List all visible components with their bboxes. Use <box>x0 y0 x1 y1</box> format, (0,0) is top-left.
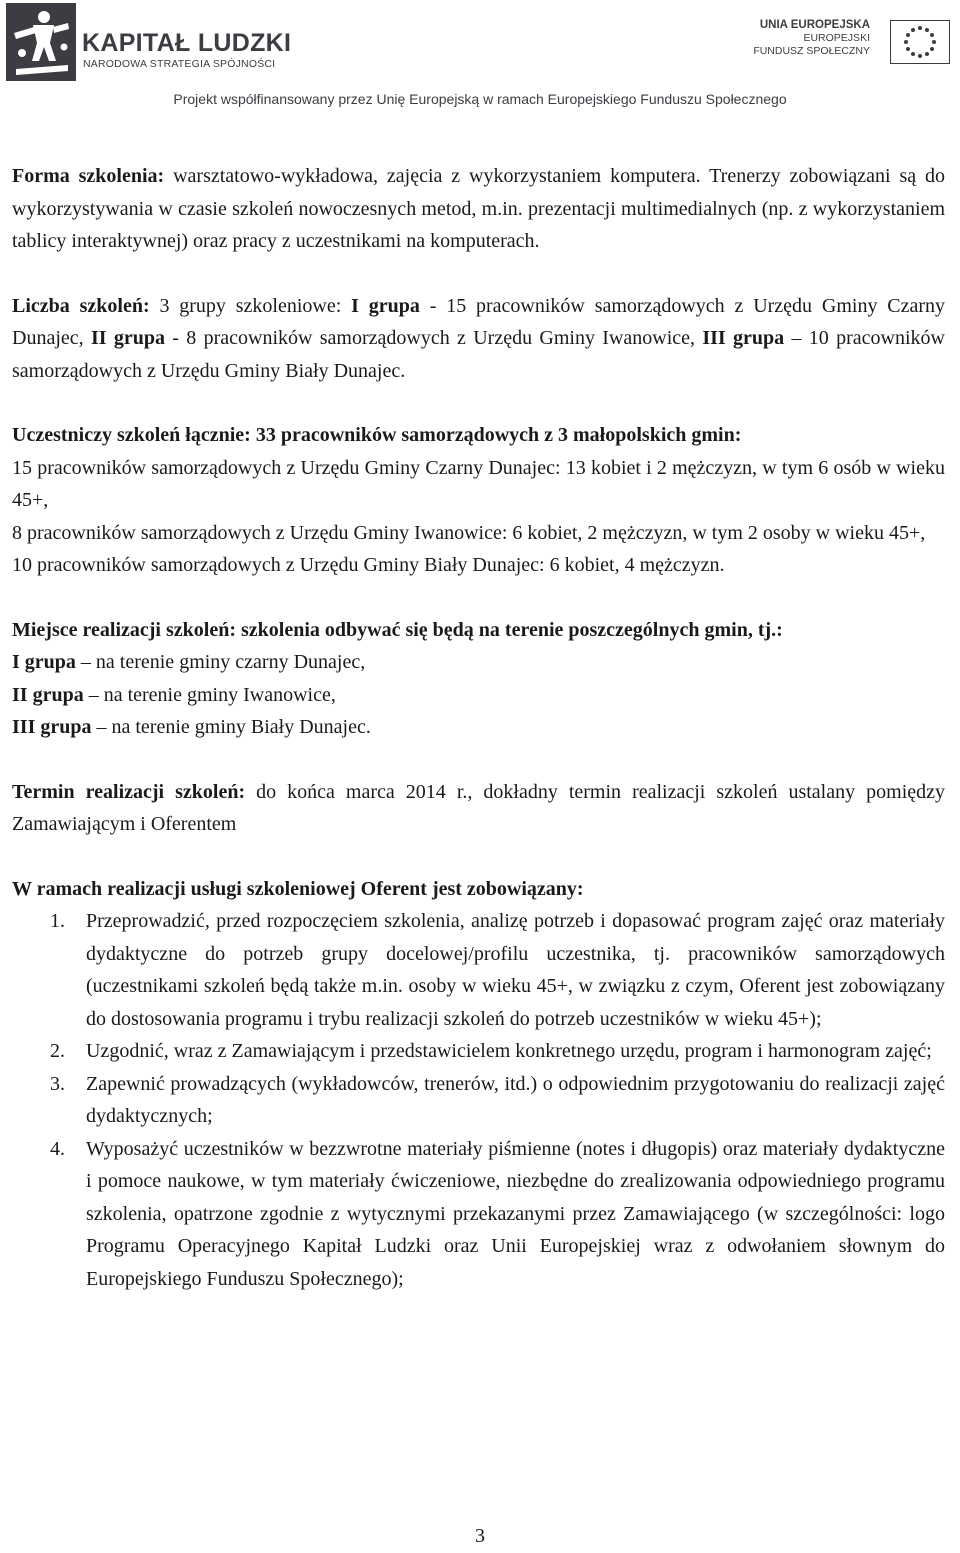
list-item <box>12 905 945 1035</box>
list-item-text: Przeprowadzić, przed rozpoczęciem szkolenia, analizę potrzeb i dopasować program zajęć oraz materiały dydaktyczne do potrzeb grupy docelowej/profilu uczestnika, tj. pracowników samorządowych (uczestnikami szkoleń będą także m.in. osoby w wieku 45+, w związku z czym, Oferent jest zobowiązany do dostosowania programu i trybu realizacji szkoleń do potrzeb uczestników w wieku 45+); <box>86 910 945 1030</box>
uczestnicy-heading-text: Uczestniczy szkoleń łącznie: 33 pracowników samorządowych z 3 małopolskich gmin: <box>12 424 742 446</box>
miejsce-group-2-label: II grupa <box>12 683 84 706</box>
list-item <box>12 1035 945 1068</box>
group-2-label: II grupa <box>90 327 165 349</box>
uczestnicy-line-1: 15 pracowników samorządowych z Urzędu Gminy Czarny Dunajec: 13 kobiet i 2 mężczyzn, w tym 6 osób w wieku 45+, <box>12 456 945 511</box>
spacer <box>12 744 945 776</box>
group-1-label: I grupa <box>351 294 420 317</box>
page-number: 3 <box>475 1525 485 1547</box>
eu-logo-line-1: UNIA EUROPEJSKA <box>759 19 870 31</box>
termin-text: do końca marca 2014 r., dokładny termin realizacji szkoleń ustalany pomiędzy Zamawiającym i Oferentem <box>12 780 946 835</box>
miejsce-group-1-text: – na terenie gminy czarny Dunajec, <box>75 651 366 673</box>
obowiazki-heading <box>12 873 945 906</box>
uczestnicy-line-2: 8 pracowników samorządowych z Urzędu Gminy Iwanowice: 6 kobiet, 2 mężczyzn, w tym 2 osoby w wieku 45+, <box>12 521 926 544</box>
spacer <box>12 582 945 614</box>
eu-logo-text <box>752 18 870 58</box>
liczba-szkolen-paragraph <box>12 290 945 388</box>
kapital-ludzki-emblem-icon <box>6 3 76 81</box>
page-header <box>0 0 960 118</box>
miejsce-heading-text: Miejsce realizacji szkoleń: szkolenia odbywać się będą na terenie poszczególnych gmin, tj.: <box>12 618 783 641</box>
obowiazki-heading-text: W ramach realizacji usługi szkoleniowej Oferent jest zobowiązany: <box>12 877 584 900</box>
list-item-number: 4. <box>50 1137 65 1160</box>
list-item-number: 3. <box>50 1072 65 1095</box>
liczba-label: Liczba szkoleń: <box>12 294 150 317</box>
list-item-number: 1. <box>50 910 65 932</box>
miejsce-group-2-text: – na terenie gminy Iwanowice, <box>83 683 336 706</box>
liczba-text-3: - 8 pracowników samorządowych z Urzędu Gminy Iwanowice, <box>164 327 703 349</box>
uczestnicy-line-3: 10 pracowników samorządowych z Urzędu Gminy Biały Dunajec: 6 kobiet, 4 mężczyzn. <box>12 554 725 576</box>
list-item-text: Uzgodnić, wraz z Zamawiającym i przedstawicielem konkretnego urzędu, program i harmonogram zajęć; <box>86 1040 932 1062</box>
list-item-number: 2. <box>50 1040 65 1062</box>
eu-logo-line-2: EUROPEJSKI <box>803 32 870 44</box>
miejsce-group-3-label: III grupa <box>12 716 92 738</box>
list-item-text: Wyposażyć uczestników w bezzwrotne materiały piśmienne (notes i długopis) oraz materiały dydaktyczne i pomoce naukowe, w tym materiały ćwiczeniowe, niezbędne do zrealizowania odpowiedniego programu szkolenia, opatrzone zgodnie z wytycznymi przekazanymi przez Zamawiającego (w szczególności: logo Programu Operacyjnego Kapitał Ludzki oraz Unii Europejskiej wraz z odwołaniem słownym do Europejskiego Funduszu Społecznego); <box>86 1137 945 1290</box>
document-body <box>12 160 945 1295</box>
forma-text: warsztatowo-wykładowa, zajęcia z wykorzystaniem komputera. Trenerzy zobowiązani są do wykorzystywania w czasie szkoleń nowoczesnych metod, m.in. prezentacji multimedialnych (np. z wykorzystaniem tablicy interaktywnej) oraz pracy z uczestnikami na komputerach. <box>12 165 945 252</box>
termin-label: Termin realizacji szkoleń: <box>12 780 246 803</box>
liczba-text-2: - 15 pracowników samorządowych z Urzędu Gminy Czarny Dunajec, <box>12 294 946 349</box>
logo-subtitle: NARODOWA STRATEGIA SPÓJNOŚCI <box>83 58 276 70</box>
miejsce-group-2 <box>12 679 945 712</box>
list-item-text: Zapewnić prowadzących (wykładowców, trenerów, itd.) o odpowiednim przygotowaniu do realizacji zajęć dydaktycznych; <box>86 1072 945 1127</box>
miejsce-group-1 <box>12 646 945 679</box>
logo-title: KAPITAŁ LUDZKI <box>82 29 292 57</box>
list-item <box>12 1133 945 1296</box>
termin-paragraph <box>12 776 945 841</box>
list-item <box>12 1068 945 1133</box>
miejsce-group-3 <box>12 711 945 744</box>
spacer <box>12 841 945 873</box>
spacer <box>12 258 945 290</box>
miejsce-group-3-text: – na terenie gminy Biały Dunajec. <box>91 716 371 738</box>
liczba-text-1: 3 grupy szkoleniowe: <box>149 294 352 317</box>
obowiazki-list <box>12 905 945 1295</box>
miejsce-group-1-label: I grupa <box>12 651 76 673</box>
spacer <box>12 387 945 419</box>
eu-flag-icon <box>890 20 950 64</box>
forma-label: Forma szkolenia: <box>12 165 165 187</box>
forma-szkolenia-paragraph <box>12 160 945 258</box>
miejsce-heading <box>12 614 945 647</box>
liczba-text-4: – 10 pracowników samorządowych z Urzędu Gminy Biały Dunajec. <box>12 327 945 382</box>
kapital-ludzki-logo <box>6 3 302 81</box>
eu-efs-logo <box>752 18 952 78</box>
eu-logo-line-3: FUNDUSZ SPOŁECZNY <box>753 45 870 57</box>
uczestnicy-heading <box>12 419 945 452</box>
project-cofinancing-line: Projekt współfinansowany przez Unię Europejską w ramach Europejskiego Funduszu Społecznego <box>173 91 787 107</box>
group-3-label: III grupa <box>702 327 785 349</box>
